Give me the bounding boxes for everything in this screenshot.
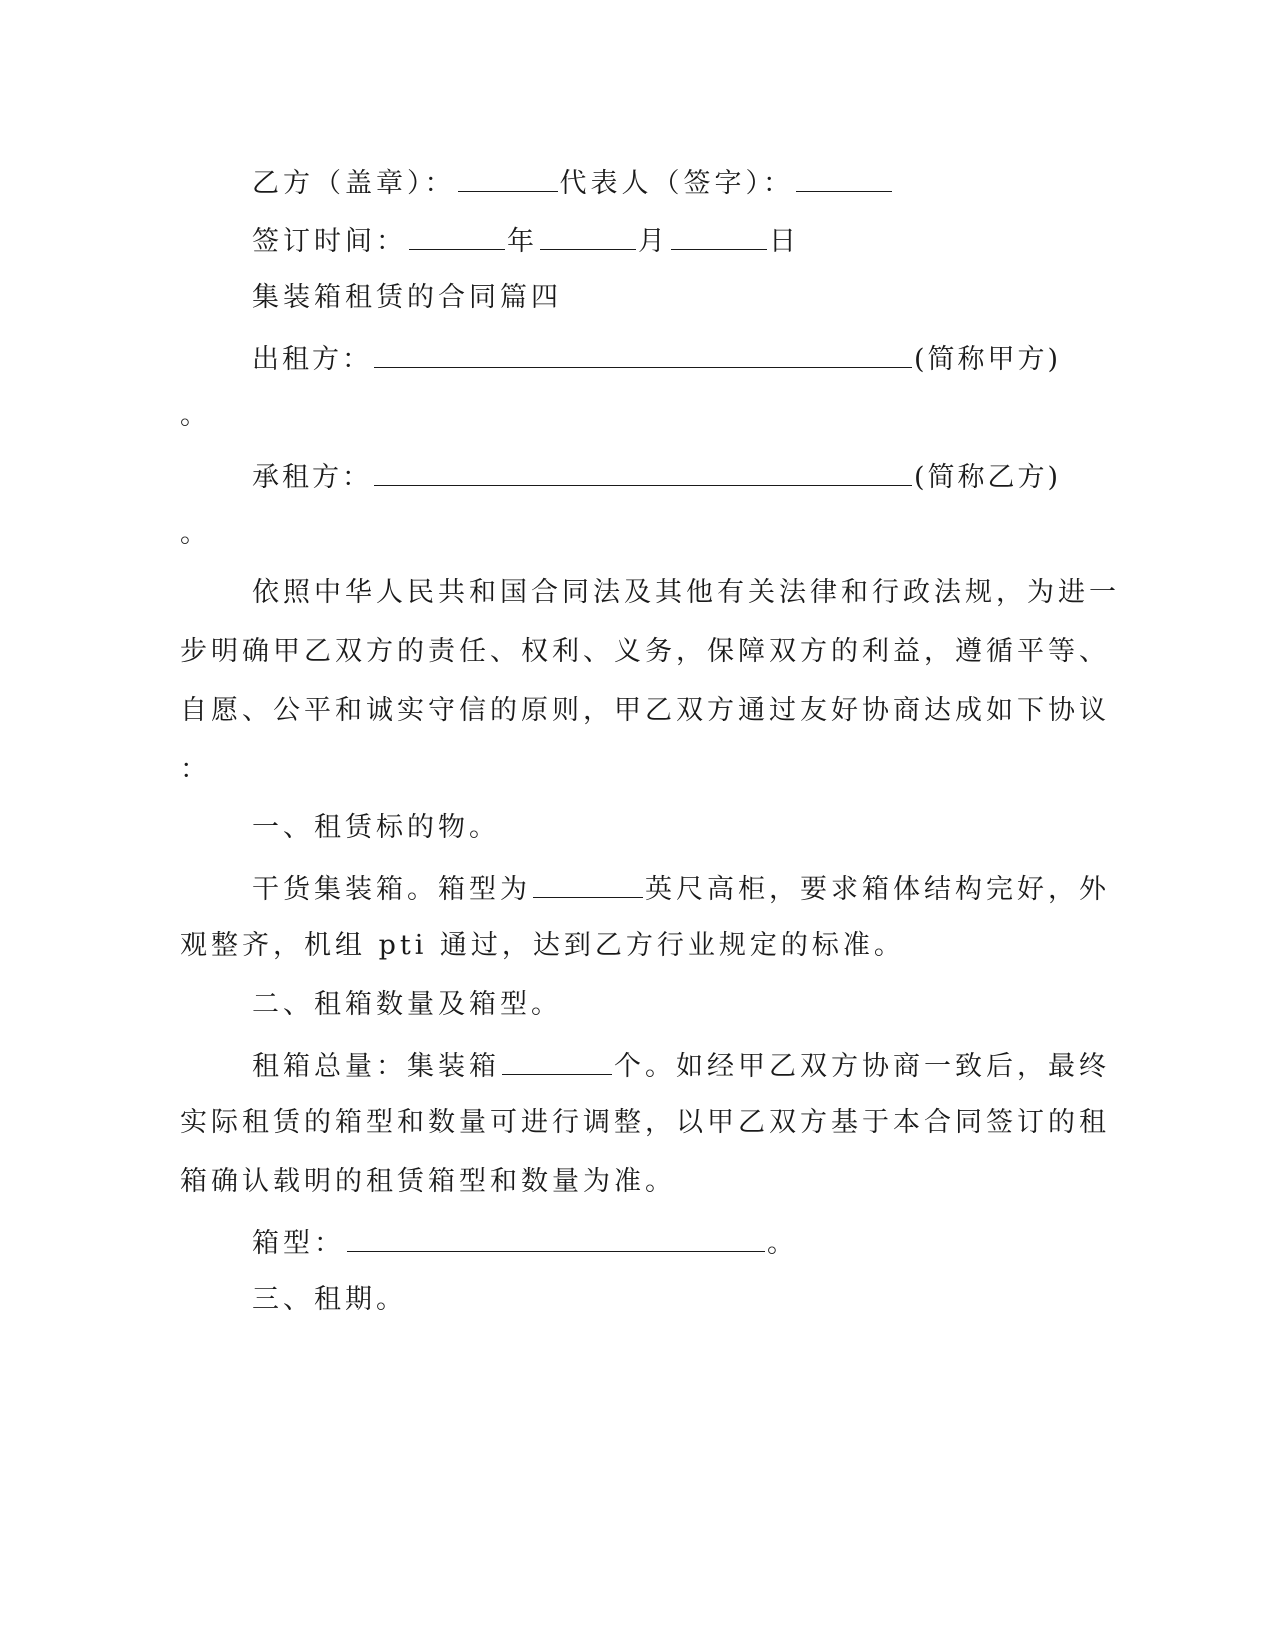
intro-line-4: ： bbox=[180, 754, 211, 785]
sign-date-label: 签订时间： bbox=[252, 226, 407, 257]
year-blank bbox=[409, 223, 505, 250]
lessee-line bbox=[252, 459, 1061, 494]
item1-line-2: 观整齐，机组 pti 通过，达到乙方行业规定的标准。 bbox=[180, 930, 905, 961]
party-b-seal-label: 乙方（盖章）： bbox=[252, 168, 456, 199]
item2-heading: 二、租箱数量及箱型。 bbox=[252, 989, 562, 1020]
lessee-label: 承租方： bbox=[252, 462, 372, 493]
day-label: 日 bbox=[769, 226, 800, 257]
lessee-end: 。 bbox=[180, 518, 211, 549]
month-blank bbox=[540, 223, 636, 250]
item1-text-a: 干货集装箱。箱型为 bbox=[252, 874, 531, 905]
signature-line-party-b bbox=[252, 165, 894, 200]
representative-blank bbox=[796, 165, 892, 192]
lessor-blank bbox=[374, 341, 912, 368]
intro-line-2: 步明确甲乙双方的责任、权利、义务，保障双方的利益，遵循平等、 bbox=[180, 636, 1110, 667]
box-type-blank bbox=[347, 1225, 765, 1252]
container-quantity-blank bbox=[502, 1048, 612, 1075]
lessor-label: 出租方： bbox=[252, 344, 372, 375]
lessor-end: 。 bbox=[180, 400, 211, 431]
item2-line-2: 实际租赁的箱型和数量可进行调整，以甲乙双方基于本合同签订的租 bbox=[180, 1107, 1110, 1138]
lessee-suffix: (简称乙方) bbox=[914, 462, 1062, 493]
item1-text-b: 英尺高柜，要求箱体结构完好，外 bbox=[645, 874, 1110, 905]
item2-line-1 bbox=[252, 1048, 1110, 1083]
item1-line-1 bbox=[252, 871, 1110, 906]
sign-date-line bbox=[252, 223, 800, 258]
item1-heading: 一、租赁标的物。 bbox=[252, 812, 500, 843]
item2-line-3: 箱确认载明的租赁箱型和数量为准。 bbox=[180, 1166, 676, 1197]
box-type-end: 。 bbox=[767, 1228, 798, 1259]
item2-text-a: 租箱总量：集装箱 bbox=[252, 1051, 500, 1082]
lessee-blank bbox=[374, 459, 912, 486]
item2-text-b: 个。如经甲乙双方协商一致后，最终 bbox=[614, 1051, 1110, 1082]
box-type-line bbox=[252, 1225, 798, 1260]
intro-line-1: 依照中华人民共和国合同法及其他有关法律和行政法规，为进一 bbox=[252, 577, 1120, 608]
month-label: 月 bbox=[638, 226, 669, 257]
party-b-seal-blank bbox=[458, 165, 558, 192]
box-type-label: 箱型： bbox=[252, 1228, 345, 1259]
representative-label: 代表人（签字）： bbox=[559, 168, 794, 199]
intro-line-3: 自愿、公平和诚实守信的原则，甲乙双方通过友好协商达成如下协议 bbox=[180, 695, 1110, 726]
lessor-suffix: (简称甲方) bbox=[914, 344, 1062, 375]
year-label: 年 bbox=[507, 226, 538, 257]
section-title: 集装箱租赁的合同篇四 bbox=[252, 282, 562, 313]
day-blank bbox=[671, 223, 767, 250]
lessor-line bbox=[252, 341, 1061, 376]
item3-heading: 三、租期。 bbox=[252, 1284, 407, 1315]
container-size-blank bbox=[533, 871, 643, 898]
